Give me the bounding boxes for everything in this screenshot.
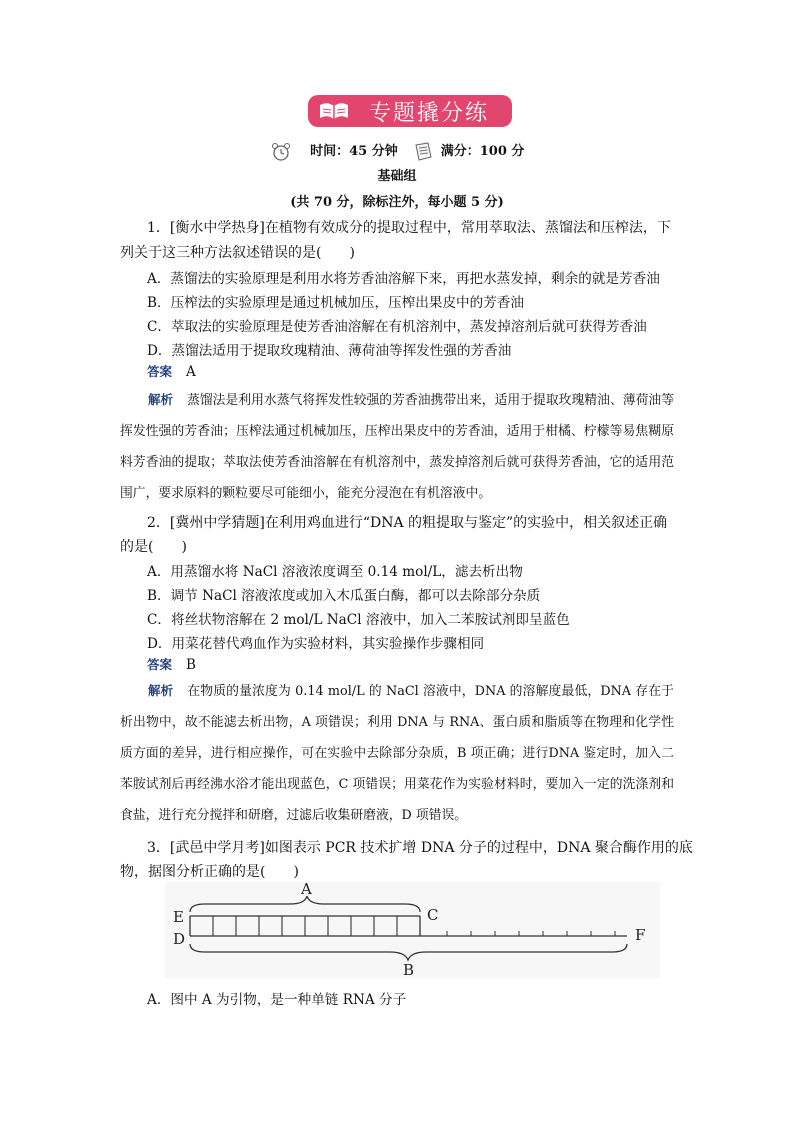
q3-stem-line1: 3．[武邑中学月考]如图表示 PCR 技术扩增 DNA 分子的过程中，DNA 聚合酶作用的底 — [147, 840, 693, 856]
q2-stem-line1: 2．[冀州中学猜题]在利用鸡血进行“DNA 的粗提取与鉴定”的实验中，相关叙述正确 — [147, 515, 668, 531]
label-c: C — [427, 906, 439, 924]
q1-answer — [147, 362, 196, 380]
q1-option-b: B．压榨法的实验原理是通过机械加压，压榨出果皮中的芳香油 — [147, 295, 525, 311]
pcr-diagram — [165, 882, 660, 978]
score-paper-icon — [412, 142, 434, 162]
analysis-text: 在物质的量浓度为 0.14 mol/L 的 NaCl 溶液中，DNA 的溶解度最低，DNA 存在于析出物中，故不能滤去析出物，A 项错误；利用 DNA 与 RNA、蛋白质和脂质等在物理和化学性质方面的差异，进行相应操作，可在实验中去除部分杂质，B 项正确；进行DNA 鉴定时，加入二苯胺试剂后再经沸水浴才能出现蓝色，C 项错误；用菜花作为实验材料时，要加入一定的洗涤剂和食盐，进行充分搅拌和研磨，过滤后收集研磨液，D 项错误。 — [120, 684, 674, 823]
label-b: B — [403, 961, 415, 978]
q3-stem-line2: 物，据图分析正确的是( ) — [120, 864, 299, 880]
group-title: 基础组 — [377, 169, 417, 184]
q2-analysis — [120, 675, 674, 831]
time-limit: 时间：45 分钟 — [310, 144, 398, 159]
full-score: 满分：100 分 — [440, 144, 525, 159]
q2-option-a: A．用蒸馏水将 NaCl 溶液浓度调至 0.14 mol/L，滤去析出物 — [147, 564, 523, 580]
q2-answer — [147, 655, 196, 673]
analysis-text: 蒸馏法是利用水蒸气将挥发性较强的芳香油携带出来，适用于提取玫瑰精油、薄荷油等挥发性强的芳香油；压榨法通过机械加压，压榨出果皮中的芳香油，适用于柑橘、柠檬等易焦糊原料芳香油的提取；萃取法使芳香油溶解在有机溶剂中，蒸发掉溶剂后就可获得芳香油，它的适用范围广，要求原料的颗粒要尽可能细小，能充分浸泡在有机溶液中。 — [120, 393, 674, 501]
q2-option-d: D．用菜花替代鸡血作为实验材料，其实验操作步骤相同 — [147, 636, 485, 652]
label-a: A — [301, 882, 312, 898]
analysis-label: 解析 — [148, 683, 174, 698]
clock-icon — [270, 142, 292, 162]
q1-analysis — [120, 384, 674, 509]
q3-option-a: A．图中 A 为引物，是一种单链 RNA 分子 — [147, 992, 407, 1008]
q1-option-d: D．蒸馏法适用于提取玫瑰精油、薄荷油等挥发性强的芳香油 — [147, 343, 512, 359]
q1-stem-line1: 1．[衡水中学热身]在植物有效成分的提取过程中，常用萃取法、蒸馏法和压榨法，下 — [147, 220, 671, 236]
scoring-note: (共 70 分，除标注外，每小题 5 分) — [290, 195, 504, 210]
answer-value: B — [186, 657, 196, 673]
banner-title: 专题撬分练 — [368, 100, 489, 126]
answer-label: 答案 — [147, 364, 173, 379]
answer-label: 答案 — [147, 657, 173, 672]
label-d: D — [173, 930, 186, 948]
q1-option-a: A．蒸馏法的实验原理是利用水将芳香油溶解下来，再把水蒸发掉，剩余的就是芳香油 — [147, 271, 660, 287]
q1-stem-line2: 列关于这三种方法叙述错误的是( ) — [120, 245, 355, 261]
q1-option-c: C．萃取法的实验原理是使芳香油溶解在有机溶剂中，蒸发掉溶剂后就可获得芳香油 — [147, 319, 647, 335]
label-e: E — [173, 908, 184, 926]
q2-option-c: C．将丝状物溶解在 2 mol/L NaCl 溶液中，加入二苯胺试剂即呈蓝色 — [147, 612, 570, 628]
book-icon — [318, 101, 350, 121]
analysis-label: 解析 — [148, 392, 174, 407]
label-f: F — [635, 926, 646, 944]
exam-meta — [0, 140, 794, 162]
answer-value: A — [186, 364, 196, 380]
q2-stem-line2: 的是( ) — [120, 539, 187, 555]
section-banner — [308, 95, 512, 127]
q2-option-b: B．调节 NaCl 溶液浓度或加入木瓜蛋白酶，都可以去除部分杂质 — [147, 588, 541, 604]
